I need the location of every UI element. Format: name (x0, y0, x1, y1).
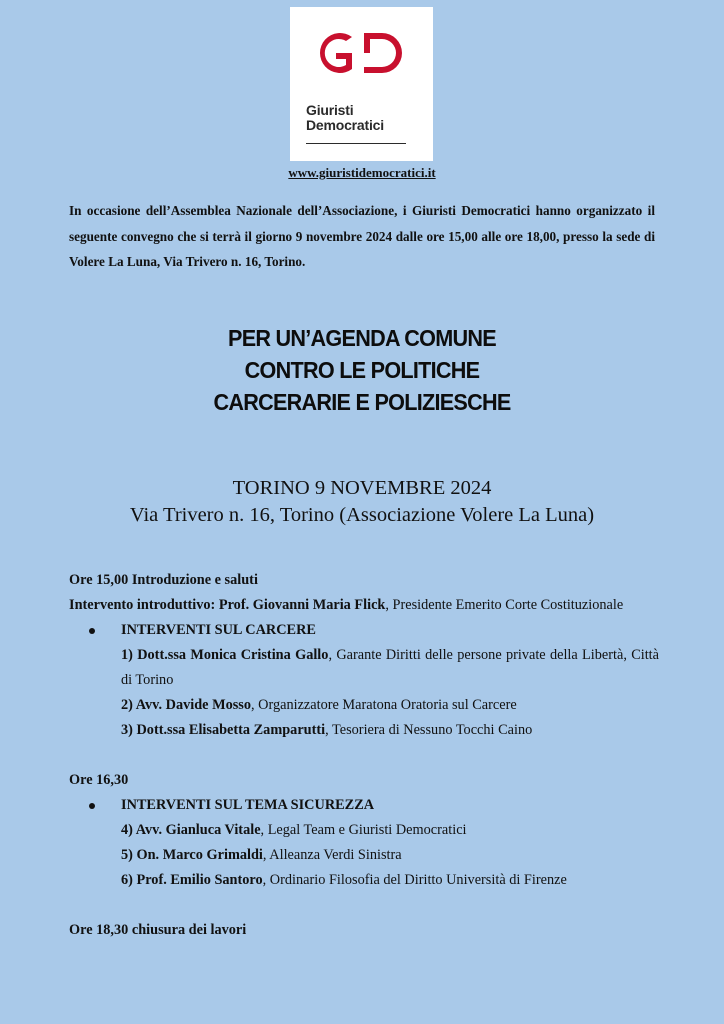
second-time-slot: Ore 16,30 (69, 772, 129, 788)
talk-item: 2) Avv. Davide Mosso, Organizzatore Maratona Oratoria sul Carcere (121, 697, 517, 713)
section-heading-sicurezza: INTERVENTI SUL TEMA SICUREZZA (69, 793, 659, 818)
website-link[interactable]: www.giuristidemocratici.it (288, 165, 436, 180)
closing-line: Ore 18,30 chiusura dei lavori (69, 922, 247, 938)
talk-item: 1) Dott.ssa Monica Cristina Gallo, Garante Diritti delle persone private della Libertà, Città di Torino (121, 647, 660, 688)
program (69, 568, 659, 943)
bullet-icon (89, 628, 95, 634)
logo-name-line1: Giuristi (306, 102, 354, 118)
title-line-1: PER UN’AGENDA COMUNE (228, 325, 496, 351)
title-line-3: CARCERARIE E POLIZIESCHE (213, 389, 511, 415)
letter-g-shape (320, 33, 352, 73)
opening-line: Ore 15,00 Introduzione e saluti (69, 572, 258, 588)
intro-paragraph: In occasione dell’Assemblea Nazionale dell’Associazione, i Giuristi Democratici hanno organizzato il seguente convegno che si terrà il giorno 9 novembre 2024 dalle ore 15,00 alle ore 18,00, presso la sede di Volere La Luna, Via Trivero n. 16, Torino. (69, 203, 655, 269)
talk-item: 3) Dott.ssa Elisabetta Zamparutti, Tesoriera di Nessuno Tocchi Caino (121, 722, 533, 738)
event-details (0, 475, 724, 529)
keynote-role: , Presidente Emerito Corte Costituzionale (385, 597, 624, 613)
letter-d-shape (364, 33, 402, 73)
talk-item: 6) Prof. Emilio Santoro, Ordinario Filosofia del Diritto Università di Firenze (121, 872, 567, 888)
keynote-speaker: Intervento introduttivo: Prof. Giovanni Maria Flick (69, 597, 386, 613)
event-venue: Via Trivero n. 16, Torino (Associazione Volere La Luna) (129, 504, 595, 526)
event-date: TORINO 9 NOVEMBRE 2024 (232, 477, 492, 499)
title-line-2: CONTRO LE POLITICHE (244, 357, 480, 383)
talk-item: 4) Avv. Gianluca Vitale, Legal Team e Giuristi Democratici (121, 822, 467, 838)
logo-divider (306, 143, 406, 144)
logo-name-line2: Democratici (306, 117, 384, 133)
logo-wordmark (306, 103, 384, 133)
keynote (69, 593, 659, 618)
logo (290, 7, 433, 161)
gd-monogram-icon (290, 7, 433, 107)
event-title (0, 322, 724, 418)
talk-item: 5) On. Marco Grimaldi, Alleanza Verdi Sinistra (121, 847, 402, 863)
section-heading-carcere: INTERVENTI SUL CARCERE (69, 618, 659, 643)
bullet-icon (89, 803, 95, 809)
